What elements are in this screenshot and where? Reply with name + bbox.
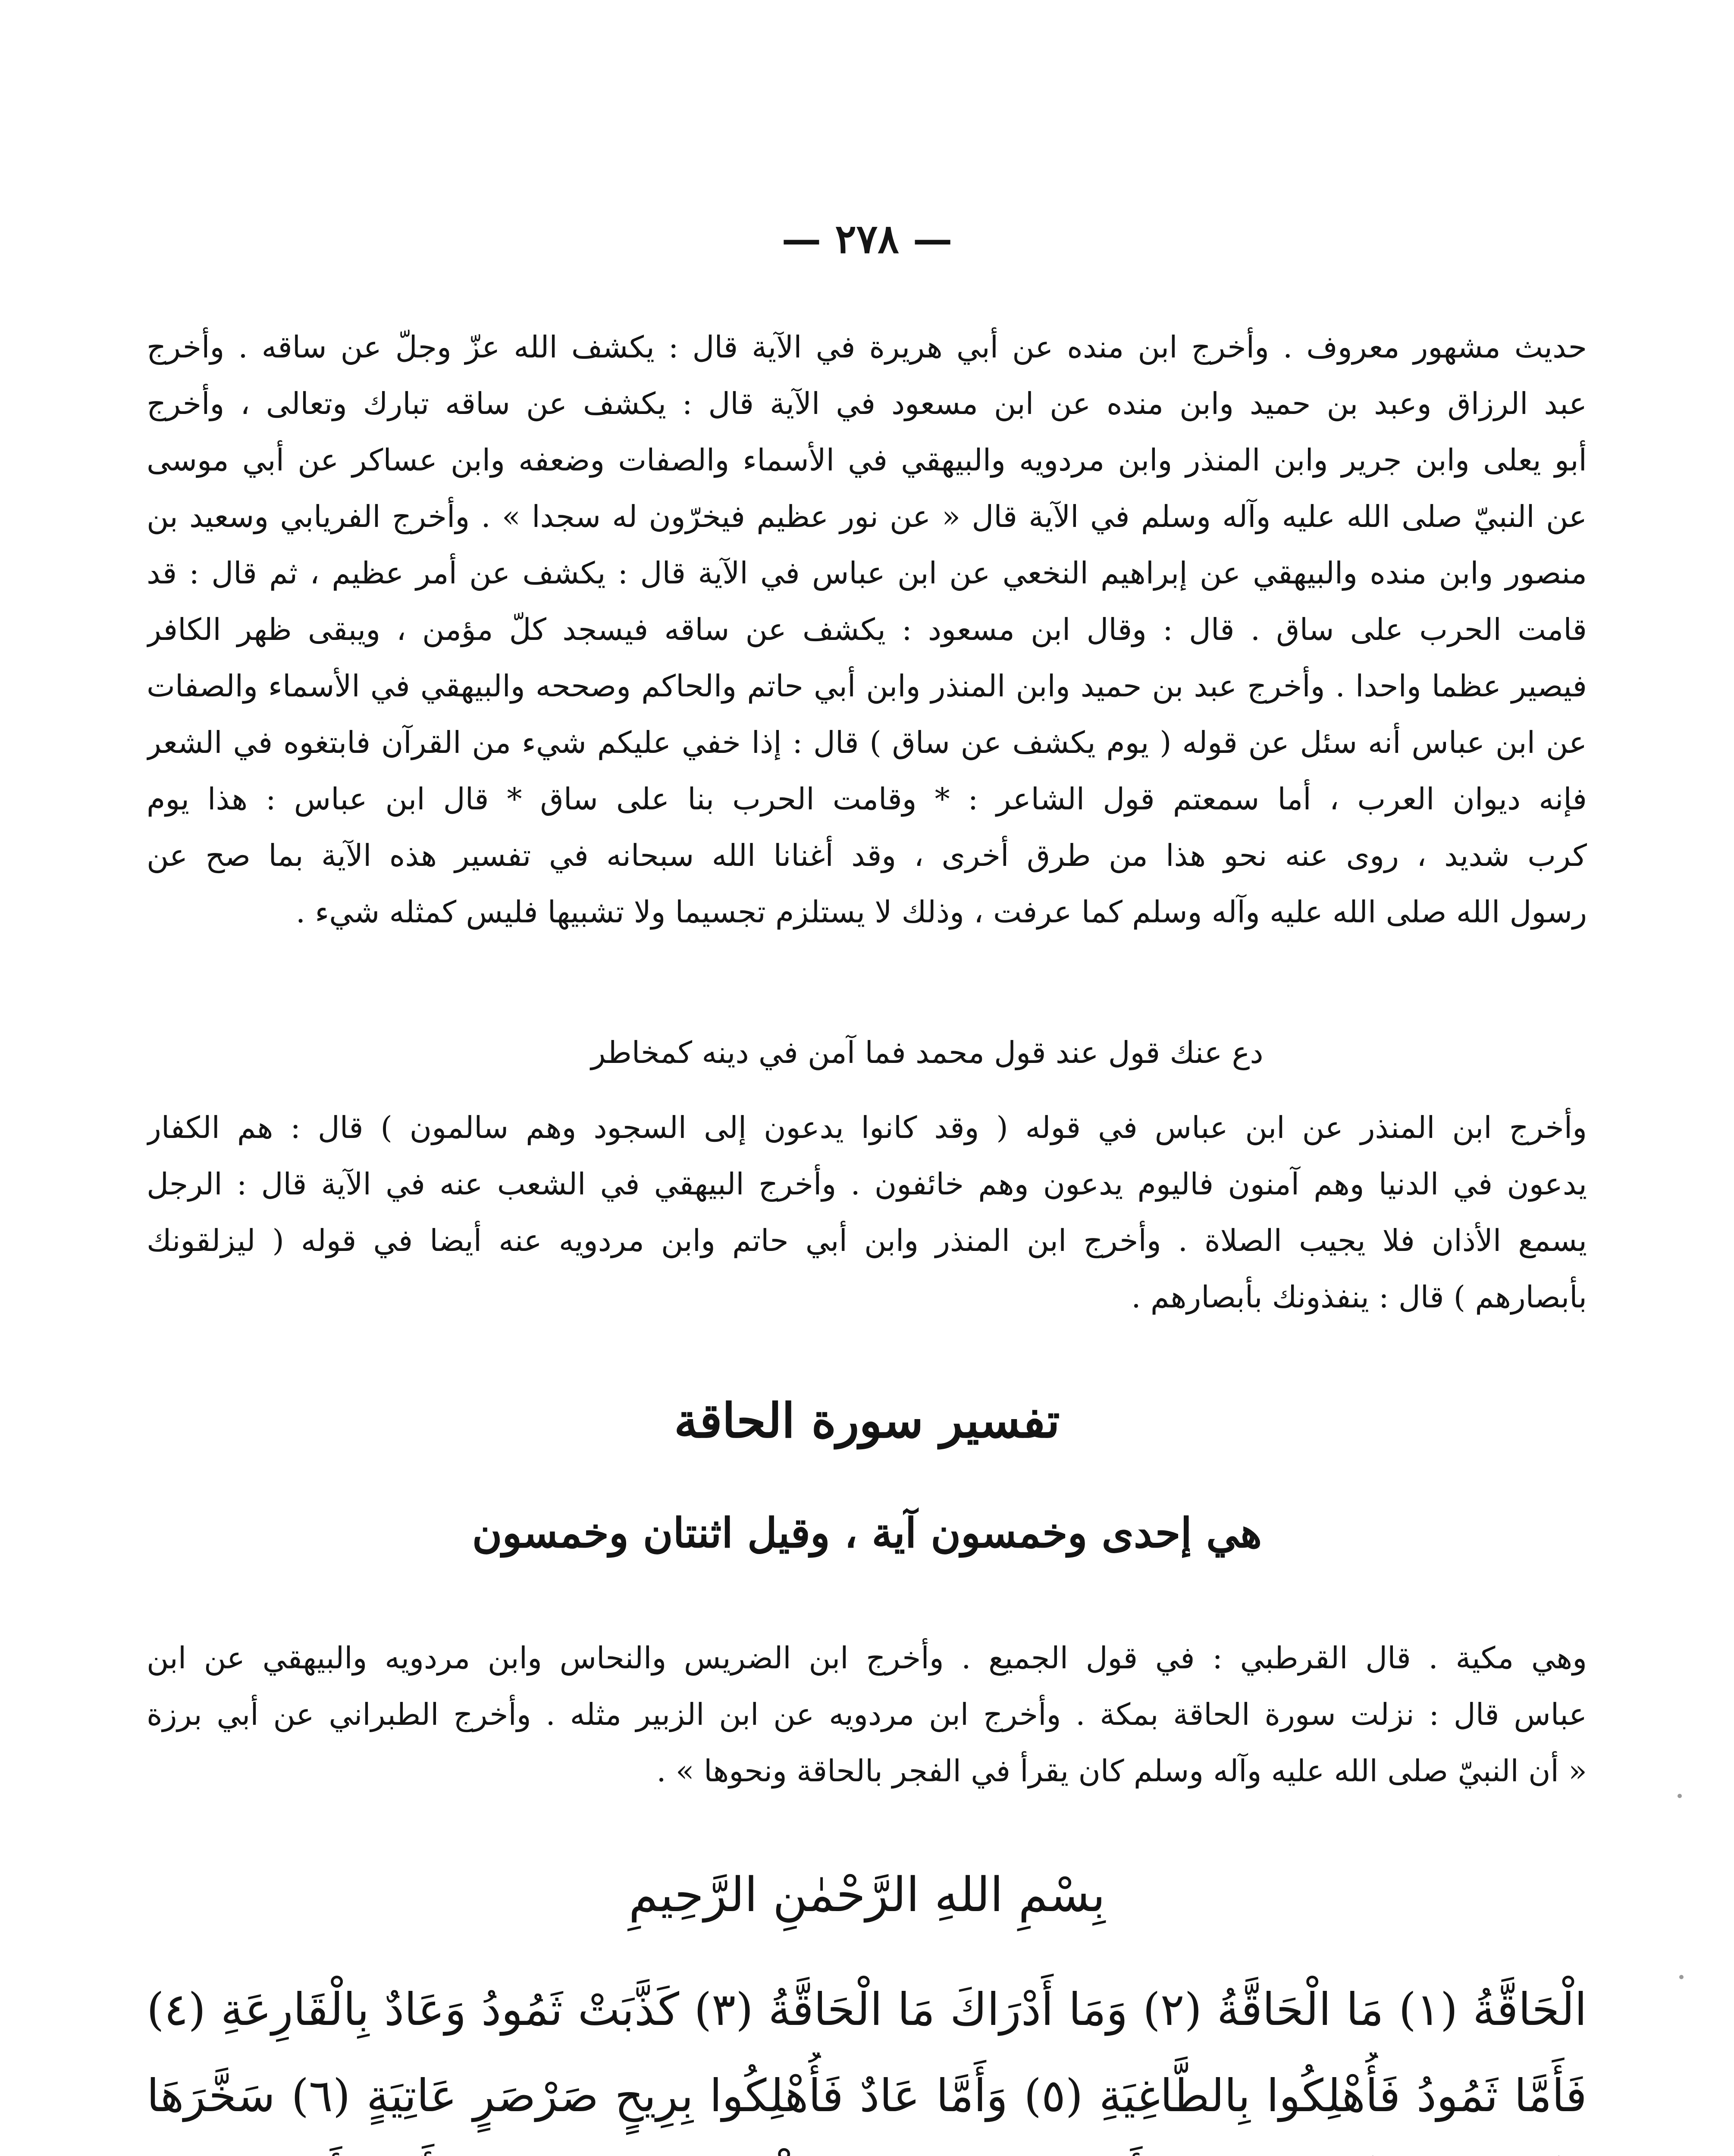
margin-dot	[1678, 1794, 1682, 1798]
text-line: « أن النبيّ صلى الله عليه وآله وسلم كان يقرأ في الفجر بالحاقة ونحوها » .	[656, 1753, 1587, 1789]
text-line: حديث مشهور معروف . وأخرج ابن منده عن أبي هريرة في الآية قال : يكشف الله عزّ وجلّ عن ساقه . وأخرج	[147, 329, 1587, 365]
text-line: عباس قال : نزلت سورة الحاقة بمكة . وأخرج ابن مردويه عن ابن الزبير مثله . وأخرج الطبراني عن أبي برزة	[147, 1697, 1587, 1732]
text-line: عن النبيّ صلى الله عليه وآله وسلم في الآية قال « عن نور عظيم فيخرّون له سجدا » . وأخرج الفريابي وسعيد بن	[147, 499, 1587, 534]
text-line: عن ابن عباس أنه سئل عن قوله ( يوم يكشف عن ساق ) قال : إذا خفي عليكم شيء من القرآن فابتغوه في الشعر	[147, 725, 1587, 760]
commentary-intro	[147, 1630, 1587, 1799]
margin-marks	[1673, 1794, 1690, 2156]
commentary-middle	[147, 1100, 1587, 1326]
quran-line: الْحَاقَّةُ (١) مَا الْحَاقَّةُ (٢) وَمَا أَدْرَاكَ مَا الْحَاقَّةُ (٣) كَذَّبَتْ ثَمُودُ وَعَادٌ بِالْقَارِعَةِ (٤)	[147, 1983, 1587, 2036]
text-line: كرب شديد ، روى عنه نحو هذا من طرق أخرى ، وقد أغنانا الله سبحانه في تفسير هذه الآية بما صح عن	[147, 838, 1587, 873]
text-line: وهي مكية . قال القرطبي : في قول الجميع . وأخرج ابن الضريس والنحاس وابن مردويه والبيهقي عن ابن	[147, 1640, 1587, 1676]
quran-line: فَأَمَّا ثَمُودُ فَأُهْلِكُوا بِالطَّاغِيَةِ (٥) وَأَمَّا عَادٌ فَأُهْلِكُوا بِرِيحٍ صَرْصَرٍ عَاتِيَةٍ (٦) سَخَّرَهَا	[147, 2069, 1587, 2122]
text-line: بأبصارهم ) قال : ينفذونك بأبصارهم .	[1131, 1279, 1587, 1315]
text-line: يسمع الأذان فلا يجيب الصلاة . وأخرج ابن المنذر وابن أبي حاتم وابن مردويه عنه أيضا في قوله ( ليزلقونك	[147, 1223, 1587, 1258]
page-number: — ٢٧٨ —	[781, 216, 953, 262]
text-line: رسول الله صلى الله عليه وآله وسلم كما عرفت ، وذلك لا يستلزم تجسيما ولا تشبيها فليس كمثله شيء .	[295, 894, 1587, 930]
quran-text	[147, 1966, 1587, 2156]
text-line: يدعون في الدنيا وهم آمنون فاليوم يدعون وهم خائفون . وأخرج البيهقي في الشعب عنه في الآية قال : الرجل	[147, 1166, 1587, 1202]
text-line: قامت الحرب على ساق . قال : وقال ابن مسعود : يكشف عن ساقه فيسجد كلّ مؤمن ، ويبقى ظهر الكافر	[147, 612, 1587, 647]
surah-title: تفسير سورة الحاقة	[674, 1393, 1060, 1448]
basmala: بِسْمِ اللهِ الرَّحْمٰنِ الرَّحِيمِ	[628, 1867, 1106, 1922]
text-line: وأخرج ابن المنذر عن ابن عباس في قوله ( وقد كانوا يدعون إلى السجود وهم سالمون ) قال : هم الكفار	[147, 1110, 1587, 1145]
text-line: فإنه ديوان العرب ، أما سمعتم قول الشاعر : * وقامت الحرب بنا على ساق * قال ابن عباس : هذا يوم	[147, 781, 1587, 817]
poetry-verse: دع عنك قول عند قول محمد فما آمن في دينه كمخاطر	[591, 1035, 1264, 1070]
commentary-top	[147, 319, 1587, 940]
text-line: منصور وابن منده والبيهقي عن إبراهيم النخعي عن ابن عباس في الآية قال : يكشف عن أمر عظيم ، ثم قال : قد	[147, 555, 1587, 591]
margin-dot	[1679, 1975, 1684, 1979]
text-line: عبد الرزاق وعبد بن حميد وابن منده عن ابن مسعود في الآية قال : يكشف عن ساقه تبارك وتعالى ، وأخرج	[147, 386, 1587, 421]
surah-subtitle: هي إحدى وخمسون آية ، وقيل اثنتان وخمسون	[472, 1509, 1262, 1557]
text-line: فيصير عظما واحدا . وأخرج عبد بن حميد وابن المنذر وابن أبي حاتم والحاكم وصححه والبيهقي في الأسماء والصفات	[147, 668, 1587, 704]
text-line: أبو يعلى وابن جرير وابن المنذر وابن مردويه والبيهقي في الأسماء والصفات وضعفه وابن عساكر عن أبي موسى	[147, 442, 1587, 478]
quran-line	[147, 2139, 1587, 2156]
